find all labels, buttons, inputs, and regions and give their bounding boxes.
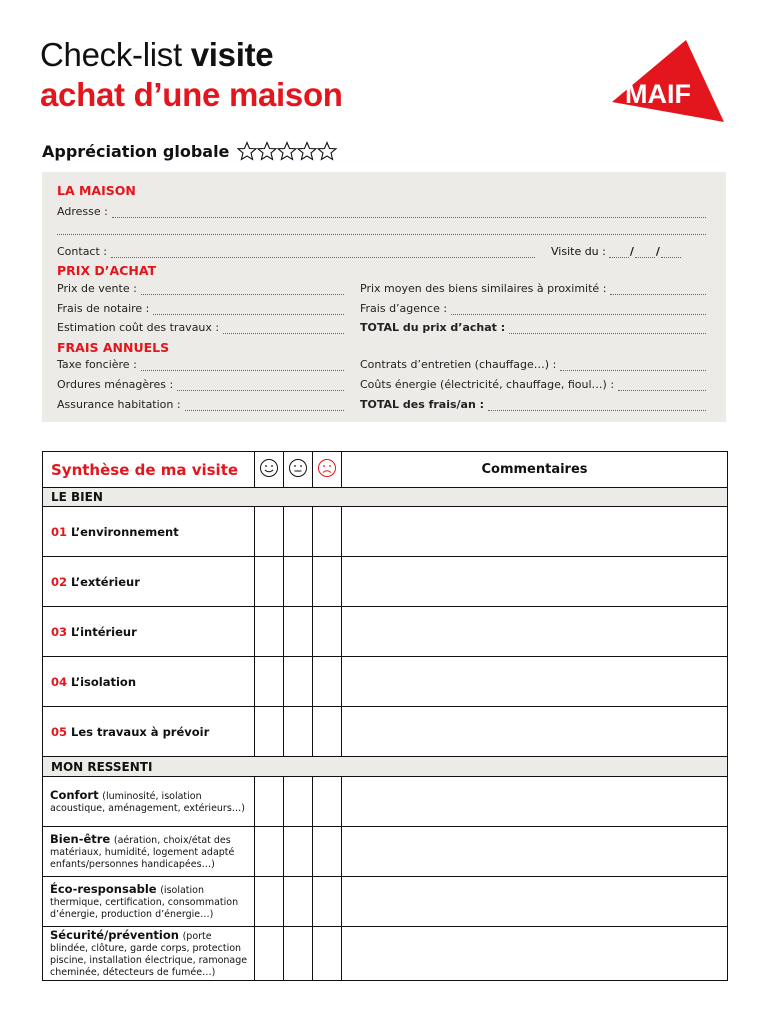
rating-cell-neutral[interactable] xyxy=(284,657,313,707)
table-row xyxy=(43,877,728,927)
couts-energie-field[interactable]: Coûts énergie (électricité, chauffage, fioul…) : xyxy=(360,377,706,391)
section-row-mon-ressenti: MON RESSENTI xyxy=(43,757,728,777)
rating-cell-sad[interactable] xyxy=(313,557,342,607)
table-row xyxy=(43,777,728,827)
rating-cell-neutral[interactable] xyxy=(284,777,313,827)
rating-cell-neutral[interactable] xyxy=(284,507,313,557)
global-rating xyxy=(42,141,337,161)
section-title-prix: PRIX D’ACHAT xyxy=(57,263,157,278)
comment-cell[interactable] xyxy=(342,657,728,707)
star-icon[interactable] xyxy=(257,141,277,161)
happy-face-icon xyxy=(255,452,284,488)
rating-cell-happy[interactable] xyxy=(255,507,284,557)
visite-date-field[interactable]: Visite du : / / xyxy=(551,244,682,258)
rating-cell-neutral[interactable] xyxy=(284,707,313,757)
comment-cell[interactable] xyxy=(342,777,728,827)
rating-cell-sad[interactable] xyxy=(313,777,342,827)
comment-cell[interactable] xyxy=(342,557,728,607)
prix-vente-field[interactable]: Prix de vente : xyxy=(57,281,344,295)
rating-cell-happy[interactable] xyxy=(255,657,284,707)
section-title-maison: LA MAISON xyxy=(57,183,136,198)
sad-face-icon xyxy=(313,452,342,488)
info-panel xyxy=(42,172,726,422)
table-row xyxy=(43,507,728,557)
frais-notaire-field[interactable]: Frais de notaire : xyxy=(57,301,344,315)
table-row xyxy=(43,657,728,707)
taxe-fonciere-field[interactable]: Taxe foncière : xyxy=(57,357,344,371)
rating-cell-sad[interactable] xyxy=(313,877,342,927)
comment-cell[interactable] xyxy=(342,877,728,927)
item-eco-responsable: Éco-responsable (isolation thermique, certification, consommation d’énergie, production d’énergie…) xyxy=(43,877,255,927)
page-title-line2: achat d’une maison xyxy=(40,76,343,113)
comment-cell[interactable] xyxy=(342,507,728,557)
comment-cell[interactable] xyxy=(342,607,728,657)
rating-cell-happy[interactable] xyxy=(255,877,284,927)
rating-cell-neutral[interactable] xyxy=(284,607,313,657)
table-row xyxy=(43,827,728,877)
table-row xyxy=(43,557,728,607)
item-isolation: 04 L’isolation xyxy=(43,657,255,707)
rating-label: Appréciation globale xyxy=(42,141,230,161)
comment-cell[interactable] xyxy=(342,707,728,757)
frais-agence-field[interactable]: Frais d’agence : xyxy=(360,301,706,315)
adresse-field[interactable]: Adresse : xyxy=(57,204,706,218)
comments-header: Commentaires xyxy=(342,452,728,488)
item-travaux: 05 Les travaux à prévoir xyxy=(43,707,255,757)
table-row xyxy=(43,927,728,981)
rating-cell-happy[interactable] xyxy=(255,927,284,981)
estimation-travaux-field[interactable]: Estimation coût des travaux : xyxy=(57,320,344,334)
rating-cell-sad[interactable] xyxy=(313,657,342,707)
section-title-frais: FRAIS ANNUELS xyxy=(57,340,170,355)
comment-cell[interactable] xyxy=(342,927,728,981)
rating-cell-neutral[interactable] xyxy=(284,927,313,981)
star-icon[interactable] xyxy=(237,141,257,161)
item-environnement: 01 L’environnement xyxy=(43,507,255,557)
star-icon[interactable] xyxy=(297,141,317,161)
table-row xyxy=(43,607,728,657)
star-icon[interactable] xyxy=(277,141,297,161)
synthese-table xyxy=(42,451,728,981)
page-title-line1: Check-list visite xyxy=(40,36,274,73)
rating-cell-sad[interactable] xyxy=(313,707,342,757)
item-securite-prevention: Sécurité/prévention (porte blindée, clôture, garde corps, protection piscine, installation électrique, ramonage cheminée, détecteurs de fumée…) xyxy=(43,927,255,981)
item-exterieur: 02 L’extérieur xyxy=(43,557,255,607)
rating-cell-neutral[interactable] xyxy=(284,557,313,607)
ordures-field[interactable]: Ordures ménagères : xyxy=(57,377,344,391)
assurance-field[interactable]: Assurance habitation : xyxy=(57,397,344,411)
contact-field[interactable]: Contact : xyxy=(57,244,535,258)
rating-cell-happy[interactable] xyxy=(255,707,284,757)
rating-cell-happy[interactable] xyxy=(255,557,284,607)
adresse-line2[interactable] xyxy=(57,233,706,235)
rating-cell-neutral[interactable] xyxy=(284,827,313,877)
star-icon[interactable] xyxy=(317,141,337,161)
table-title: Synthèse de ma visite xyxy=(43,452,255,488)
item-confort: Confort (luminosité, isolation acoustique, aménagement, extérieurs…) xyxy=(43,777,255,827)
svg-text:MAIF: MAIF xyxy=(625,79,691,109)
item-bien-etre: Bien-être (aération, choix/état des matériaux, humidité, logement adapté enfants/personnes handicapées…) xyxy=(43,827,255,877)
rating-cell-neutral[interactable] xyxy=(284,877,313,927)
table-header-row xyxy=(43,452,728,488)
maif-logo xyxy=(612,40,724,122)
total-prix-achat-field[interactable]: TOTAL du prix d’achat : xyxy=(360,320,706,334)
contrats-entretien-field[interactable]: Contrats d’entretien (chauffage…) : xyxy=(360,357,706,371)
comment-cell[interactable] xyxy=(342,827,728,877)
rating-cell-happy[interactable] xyxy=(255,827,284,877)
item-interieur: 03 L’intérieur xyxy=(43,607,255,657)
rating-cell-sad[interactable] xyxy=(313,927,342,981)
table-row xyxy=(43,707,728,757)
prix-moyen-field[interactable]: Prix moyen des biens similaires à proximité : xyxy=(360,281,706,295)
rating-cell-sad[interactable] xyxy=(313,507,342,557)
rating-cell-happy[interactable] xyxy=(255,777,284,827)
neutral-face-icon xyxy=(284,452,313,488)
rating-cell-sad[interactable] xyxy=(313,607,342,657)
rating-cell-happy[interactable] xyxy=(255,607,284,657)
rating-cell-sad[interactable] xyxy=(313,827,342,877)
total-frais-field[interactable]: TOTAL des frais/an : xyxy=(360,397,706,411)
section-row-le-bien: LE BIEN xyxy=(43,488,728,507)
